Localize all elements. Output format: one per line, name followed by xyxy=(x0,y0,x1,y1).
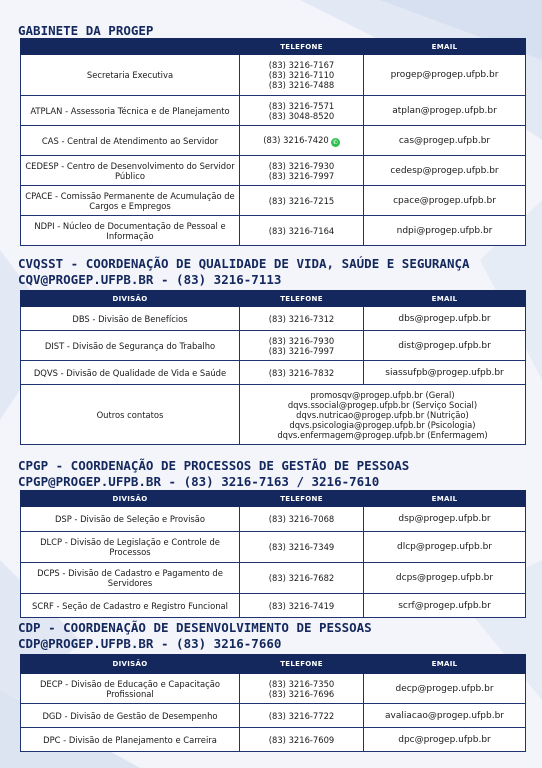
unit-cell: CEDESP - Centro de Desenvolvimento do Servidor Público xyxy=(21,156,240,186)
col-header-email: EMAIL xyxy=(364,655,526,674)
email-link[interactable]: dsp@progep.ufpb.br xyxy=(398,514,491,524)
unit-cell: DLCP - Divisão de Legislação e Controle de Processos xyxy=(21,532,240,563)
phone-number[interactable]: (83) 3216-7488 xyxy=(268,80,335,90)
section-title-cvqsst: CVQSST - COORDENAÇÃO DE QUALIDADE DE VIDA, SAÚDE E SEGURANÇA xyxy=(18,256,470,271)
email-link[interactable]: dlcp@progep.ufpb.br xyxy=(397,542,492,552)
email-link[interactable]: dqvs.nutricao@progep.ufpb.br (Nutrição) xyxy=(296,409,469,420)
table-row xyxy=(21,307,526,331)
email-link[interactable]: dcps@progep.ufpb.br xyxy=(395,573,494,583)
section-subtitle-cdp: CDP@PROGEP.UFPB.BR - (83) 3216-7660 xyxy=(18,636,282,651)
email-cell xyxy=(364,532,526,563)
phone-number[interactable]: (83) 3216-7930 xyxy=(268,160,335,171)
table-cdp xyxy=(20,654,526,752)
table-row xyxy=(21,156,526,186)
section-title-cdp: CDP - COORDENAÇÃO DE DESENVOLVIMENTO DE PESSOAS xyxy=(18,620,372,635)
email-cell xyxy=(364,361,526,385)
unit-cell: DECP - Divisão de Educação e Capacitação Profissional xyxy=(21,674,240,704)
table-row xyxy=(21,728,526,752)
email-cell xyxy=(364,594,526,618)
phone-number[interactable]: (83) 3216-7312 xyxy=(268,313,335,324)
phone-number[interactable]: (83) 3216-7164 xyxy=(268,225,335,236)
email-link[interactable]: scrf@progep.ufpb.br xyxy=(398,600,491,611)
phone-number[interactable]: (83) 3216-7420 xyxy=(263,134,329,145)
phone-cell xyxy=(240,216,364,246)
email-link[interactable]: dqvs.psicologia@progep.ufpb.br (Psicologia) xyxy=(289,419,476,430)
email-link[interactable]: siassufpb@progep.ufpb.br xyxy=(385,367,504,378)
col-header-phone: TELEFONE xyxy=(240,491,364,507)
email-link[interactable]: dqvs.enfermagem@progep.ufpb.br (Enfermagem) xyxy=(277,429,488,440)
table-row xyxy=(21,331,526,361)
phone-cell xyxy=(240,674,364,704)
phone-number[interactable]: (83) 3216-7832 xyxy=(268,367,335,378)
phone-number[interactable]: (83) 3216-7215 xyxy=(268,195,335,206)
email-cell xyxy=(364,307,526,331)
email-cell xyxy=(364,728,526,752)
unit-cell: DGD - Divisão de Gestão de Desempenho xyxy=(21,704,240,728)
phone-cell xyxy=(240,361,364,385)
unit-cell: DSP - Divisão de Seleção e Provisão xyxy=(21,507,240,532)
whatsapp-icon[interactable]: ✆ xyxy=(332,138,338,146)
phone-cell xyxy=(240,532,364,563)
email-cell xyxy=(364,331,526,361)
unit-cell: CPACE - Comissão Permanente de Acumulação de Cargos e Empregos xyxy=(21,186,240,216)
col-header-email: EMAIL xyxy=(364,291,526,307)
phone-cell xyxy=(240,704,364,728)
phone-cell xyxy=(240,186,364,216)
table-row xyxy=(21,186,526,216)
phone-number[interactable]: (83) 3216-7930 xyxy=(268,335,335,346)
unit-cell: DBS - Divisão de Benefícios xyxy=(21,307,240,331)
col-header-unit xyxy=(21,39,240,55)
section-subtitle-cvqsst: CQV@PROGEP.UFPB.BR - (83) 3216-7113 xyxy=(18,272,282,287)
table-row xyxy=(21,674,526,704)
email-cell xyxy=(364,55,526,96)
phone-number[interactable]: (83) 3216-7350 xyxy=(268,678,335,689)
phone-number[interactable]: (83) 3216-7167 xyxy=(268,60,335,70)
unit-cell: DPC - Divisão de Planejamento e Carreira xyxy=(21,728,240,752)
unit-cell: ATPLAN - Assessoria Técnica e de Planejamento xyxy=(21,96,240,126)
table-row xyxy=(21,532,526,563)
phone-cell xyxy=(240,331,364,361)
unit-cell: Outros contatos xyxy=(21,385,240,445)
phone-cell xyxy=(240,507,364,532)
phone-cell xyxy=(240,728,364,752)
phone-number[interactable]: (83) 3216-7997 xyxy=(268,345,335,356)
table-row xyxy=(21,96,526,126)
phone-number[interactable]: (83) 3216-7997 xyxy=(268,170,335,181)
table-row xyxy=(21,507,526,532)
table-row xyxy=(21,594,526,618)
unit-cell: DIST - Divisão de Segurança do Trabalho xyxy=(21,331,240,361)
section-title-gabinete: GABINETE DA PROGEP xyxy=(18,23,154,38)
email-link[interactable]: dist@progep.ufpb.br xyxy=(398,340,491,351)
col-header-phone: TELEFONE xyxy=(240,291,364,307)
section-subtitle-cpgp: CPGP@PROGEP.UFPB.BR - (83) 3216-7163 / 3216-7610 xyxy=(18,474,380,489)
email-cell xyxy=(364,507,526,532)
email-link[interactable]: decp@progep.ufpb.br xyxy=(395,683,494,694)
table-row xyxy=(21,563,526,594)
col-header-phone: TELEFONE xyxy=(240,655,364,674)
email-link[interactable]: ndpi@progep.ufpb.br xyxy=(396,225,493,236)
phone-number[interactable]: (83) 3216-7110 xyxy=(268,70,335,80)
phone-number[interactable]: (83) 3216-7609 xyxy=(268,734,335,745)
email-link[interactable]: dbs@progep.ufpb.br xyxy=(398,313,491,324)
table-row xyxy=(21,55,526,96)
table-row xyxy=(21,704,526,728)
table-cpgp xyxy=(20,490,526,618)
phone-cell xyxy=(240,594,364,618)
email-link[interactable]: cas@progep.ufpb.br xyxy=(398,135,491,146)
email-link[interactable]: cpace@progep.ufpb.br xyxy=(393,195,496,206)
phone-cell xyxy=(240,563,364,594)
col-header-division: DIVISÃO xyxy=(21,491,240,507)
phone-number[interactable]: (83) 3216-7068 xyxy=(268,514,335,524)
phone-number[interactable]: (83) 3216-7419 xyxy=(268,600,335,611)
phone-number[interactable]: (83) 3216-7722 xyxy=(268,710,335,721)
email-cell xyxy=(364,674,526,704)
email-cell xyxy=(364,96,526,126)
phone-number[interactable]: (83) 3216-7696 xyxy=(268,688,335,699)
table-row xyxy=(21,361,526,385)
email-cell xyxy=(364,126,526,156)
col-header-division: DIVISÃO xyxy=(21,291,240,307)
table-gabinete xyxy=(20,38,526,246)
email-link[interactable]: avaliacao@progep.ufpb.br xyxy=(385,710,504,721)
phone-number[interactable]: (83) 3216-7349 xyxy=(268,542,335,552)
phone-cell xyxy=(240,55,364,96)
col-header-division: DIVISÃO xyxy=(21,655,240,674)
email-link[interactable]: promosqv@progep.ufpb.br (Geral) xyxy=(310,389,455,400)
email-link[interactable]: cedesp@progep.ufpb.br xyxy=(390,165,499,176)
unit-cell: NDPI - Núcleo de Documentação de Pessoal e Informação xyxy=(21,216,240,246)
unit-cell: SCRF - Seção de Cadastro e Registro Funcional xyxy=(21,594,240,618)
phone-cell xyxy=(240,307,364,331)
table-row xyxy=(21,126,526,156)
email-cell xyxy=(364,186,526,216)
table-row xyxy=(21,216,526,246)
email-cell xyxy=(364,156,526,186)
phone-cell xyxy=(240,156,364,186)
phone-number[interactable]: (83) 3048-8520 xyxy=(268,110,335,121)
col-header-email: EMAIL xyxy=(364,491,526,507)
email-link[interactable]: dqvs.ssocial@progep.ufpb.br (Serviço Social) xyxy=(287,399,478,410)
email-link[interactable]: progep@progep.ufpb.br xyxy=(390,70,499,80)
other-contacts-cell xyxy=(240,385,526,445)
unit-cell: CAS - Central de Atendimento ao Servidor xyxy=(21,126,240,156)
phone-cell xyxy=(240,96,364,126)
table-row xyxy=(21,385,526,445)
email-cell xyxy=(364,563,526,594)
email-cell xyxy=(364,216,526,246)
phone-number[interactable]: (83) 3216-7571 xyxy=(268,100,335,111)
phone-number[interactable]: (83) 3216-7682 xyxy=(268,573,335,583)
table-cvqsst xyxy=(20,290,526,445)
section-title-cpgp: CPGP - COORDENAÇÃO DE PROCESSOS DE GESTÃO DE PESSOAS xyxy=(18,458,410,473)
email-link[interactable]: atplan@progep.ufpb.br xyxy=(392,105,497,116)
email-link[interactable]: dpc@progep.ufpb.br xyxy=(398,734,491,745)
col-header-email: EMAIL xyxy=(364,39,526,55)
unit-cell: DCPS - Divisão de Cadastro e Pagamento de Servidores xyxy=(21,563,240,594)
col-header-phone: TELEFONE xyxy=(240,39,364,55)
phone-cell xyxy=(240,126,364,156)
unit-cell: DQVS - Divisão de Qualidade de Vida e Saúde xyxy=(21,361,240,385)
unit-cell: Secretaria Executiva xyxy=(21,55,240,96)
email-cell xyxy=(364,704,526,728)
